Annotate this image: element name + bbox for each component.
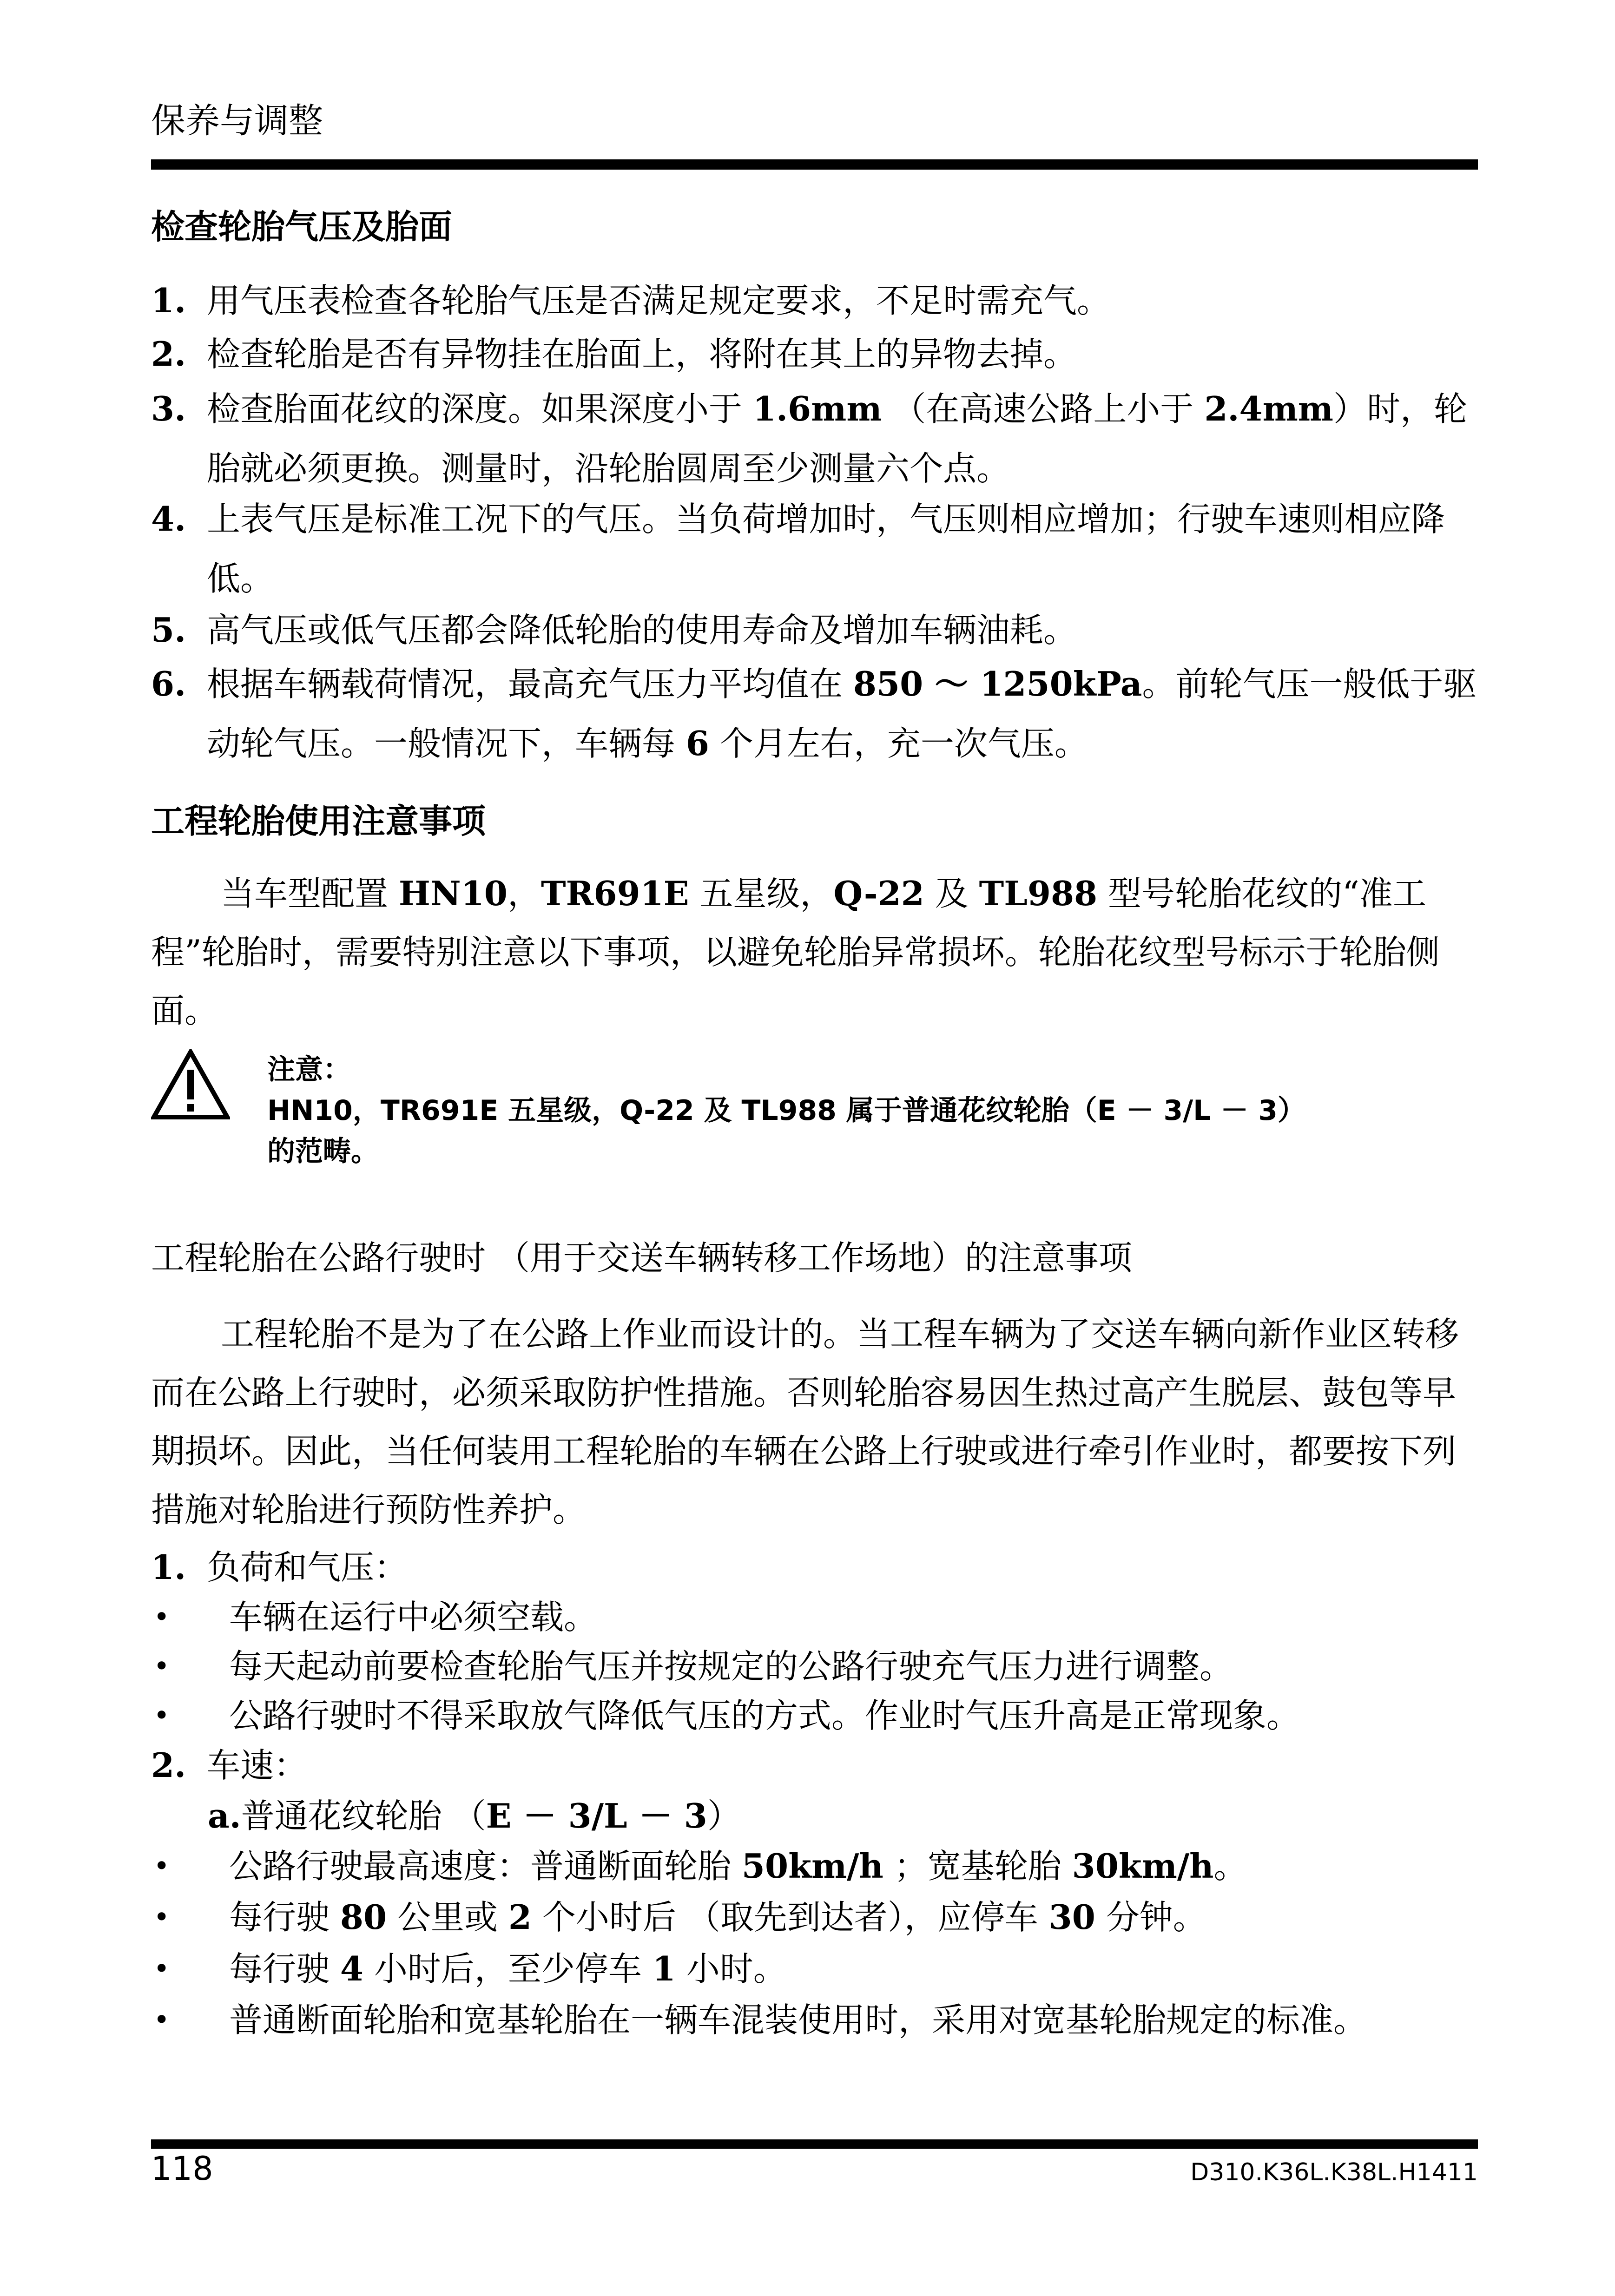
item-text: 上表气压是标准工况下的气压。当负荷增加时，气压则相应增加；行驶车速则相应降低。	[207, 500, 1445, 598]
bullet-text: 每行驶 80 公里或 2 个小时后 （取先到达者），应停车 30 分钟。	[229, 1897, 1206, 1937]
body-paragraph: 当车型配置 HN10，TR691E 五星级，Q-22 及 TL988 型号轮胎花纹的“准工程”轮胎时，需要特别注意以下事项，以避免轮胎异常损坏。轮胎花纹型号标示于轮胎侧面。	[151, 874, 1440, 1030]
warning-label: 注意：	[267, 1053, 351, 1086]
bullet-item	[151, 1944, 1478, 1994]
bullet-item	[151, 1592, 1478, 1642]
item-number: 2.	[151, 1745, 186, 1785]
warning-text-line1: HN10，TR691E 五星级，Q-22 及 TL988 属于普通花纹轮胎（E － 3/L － 3）	[267, 1094, 1305, 1127]
warning-note	[267, 1049, 1478, 1172]
list-item-load-pressure	[151, 1542, 1478, 1592]
bullet-item	[151, 1691, 1478, 1741]
section-title-engineering-tires: 工程轮胎使用注意事项	[151, 802, 486, 841]
item-number: 4.	[151, 499, 186, 539]
item-text: 检查胎面花纹的深度。如果深度小于 1.6mm （在高速公路上小于 2.4mm）时，轮胎就必须更换。测量时，沿轮胎圆周至少测量六个点。	[207, 389, 1467, 488]
item-text: 用气压表检查各轮胎气压是否满足规定要求，不足时需充气。	[207, 281, 1111, 320]
bullet-item	[151, 1641, 1478, 1691]
section-title-tire-pressure: 检查轮胎气压及胎面	[151, 207, 453, 246]
footer-divider	[151, 2139, 1478, 2149]
item-text: 检查轮胎是否有异物挂在胎面上，将附在其上的异物去掉。	[207, 335, 1077, 374]
page-header-title: 保养与调整	[151, 101, 323, 141]
warning-triangle-icon	[151, 1049, 230, 1120]
bullet-item	[151, 1995, 1478, 2095]
list-item	[151, 654, 1478, 773]
bullet-item	[151, 1892, 1478, 1942]
item-number: 3.	[151, 389, 186, 428]
bullet-text: 公路行驶时不得采取放气降低气压的方式。作业时气压升高是正常现象。	[229, 1696, 1300, 1735]
bullet-text: 每天起动前要检查轮胎气压并按规定的公路行驶充气压力进行调整。	[229, 1647, 1233, 1686]
list-item	[151, 271, 1478, 330]
header-divider	[151, 159, 1478, 170]
bullet-mark: •	[153, 1601, 170, 1633]
bullet-text: 车辆在运行中必须空载。	[229, 1598, 598, 1637]
item-number: 1.	[151, 1547, 186, 1587]
document-code: D310.K36L.K38L.H1411	[1190, 2158, 1478, 2186]
item-text: 车速：	[207, 1746, 308, 1785]
manual-page	[151, 0, 1478, 2296]
item-number: 5.	[151, 610, 186, 650]
bullet-text: 普通断面轮胎和宽基轮胎在一辆车混装使用时，采用对宽基轮胎规定的标准。	[229, 2000, 1367, 2039]
bullet-text: 每行驶 4 小时后，至少停车 1 小时。	[229, 1949, 787, 1988]
item-number: 2.	[151, 334, 186, 374]
bullet-mark: •	[153, 2004, 170, 2036]
item-text: 负荷和气压：	[207, 1548, 408, 1587]
list-item	[151, 489, 1478, 608]
warning-text-line2: 的范畴。	[267, 1135, 379, 1168]
bullet-text: 公路行驶最高速度：普通断面轮胎 50km/h ；宽基轮胎 30km/h。	[229, 1846, 1247, 1886]
section-title-road-travel: 工程轮胎在公路行驶时 （用于交送车辆转移工作场地）的注意事项	[151, 1238, 1132, 1277]
bullet-mark: •	[153, 1901, 170, 1934]
bullet-mark: •	[153, 1650, 170, 1683]
body-paragraph: 工程轮胎不是为了在公路上作业而设计的。当工程车辆为了交送车辆向新作业区转移而在公路上行驶时，必须采取防护性措施。否则轮胎容易因生热过高产生脱层、鼓包等早期损坏。因此，当任何装用工程轮胎的车辆在公路上行驶或进行牵引作业时，都要按下列措施对轮胎进行预防性养护。	[151, 1315, 1459, 1529]
list-item-speed	[151, 1740, 1478, 1790]
list-item	[151, 379, 1478, 498]
bullet-mark: •	[153, 1953, 170, 1985]
sub-item-normal-tread: a.普通花纹轮胎 （E － 3/L － 3）	[208, 1796, 741, 1835]
bullet-item	[151, 1841, 1478, 1891]
list-item	[151, 324, 1478, 384]
item-number: 1.	[151, 281, 186, 320]
bullet-mark: •	[153, 1850, 170, 1882]
list-item	[151, 600, 1478, 660]
item-number: 6.	[151, 664, 186, 704]
item-text: 高气压或低气压都会降低轮胎的使用寿命及增加车辆油耗。	[207, 611, 1077, 650]
bullet-mark: •	[153, 1699, 170, 1732]
page-number: 118	[151, 2150, 213, 2188]
item-text: 根据车辆载荷情况，最高充气压力平均值在 850 ～ 1250kPa。前轮气压一般低于驱动轮气压。一般情况下，车辆每 6 个月左右，充一次气压。	[207, 664, 1477, 763]
